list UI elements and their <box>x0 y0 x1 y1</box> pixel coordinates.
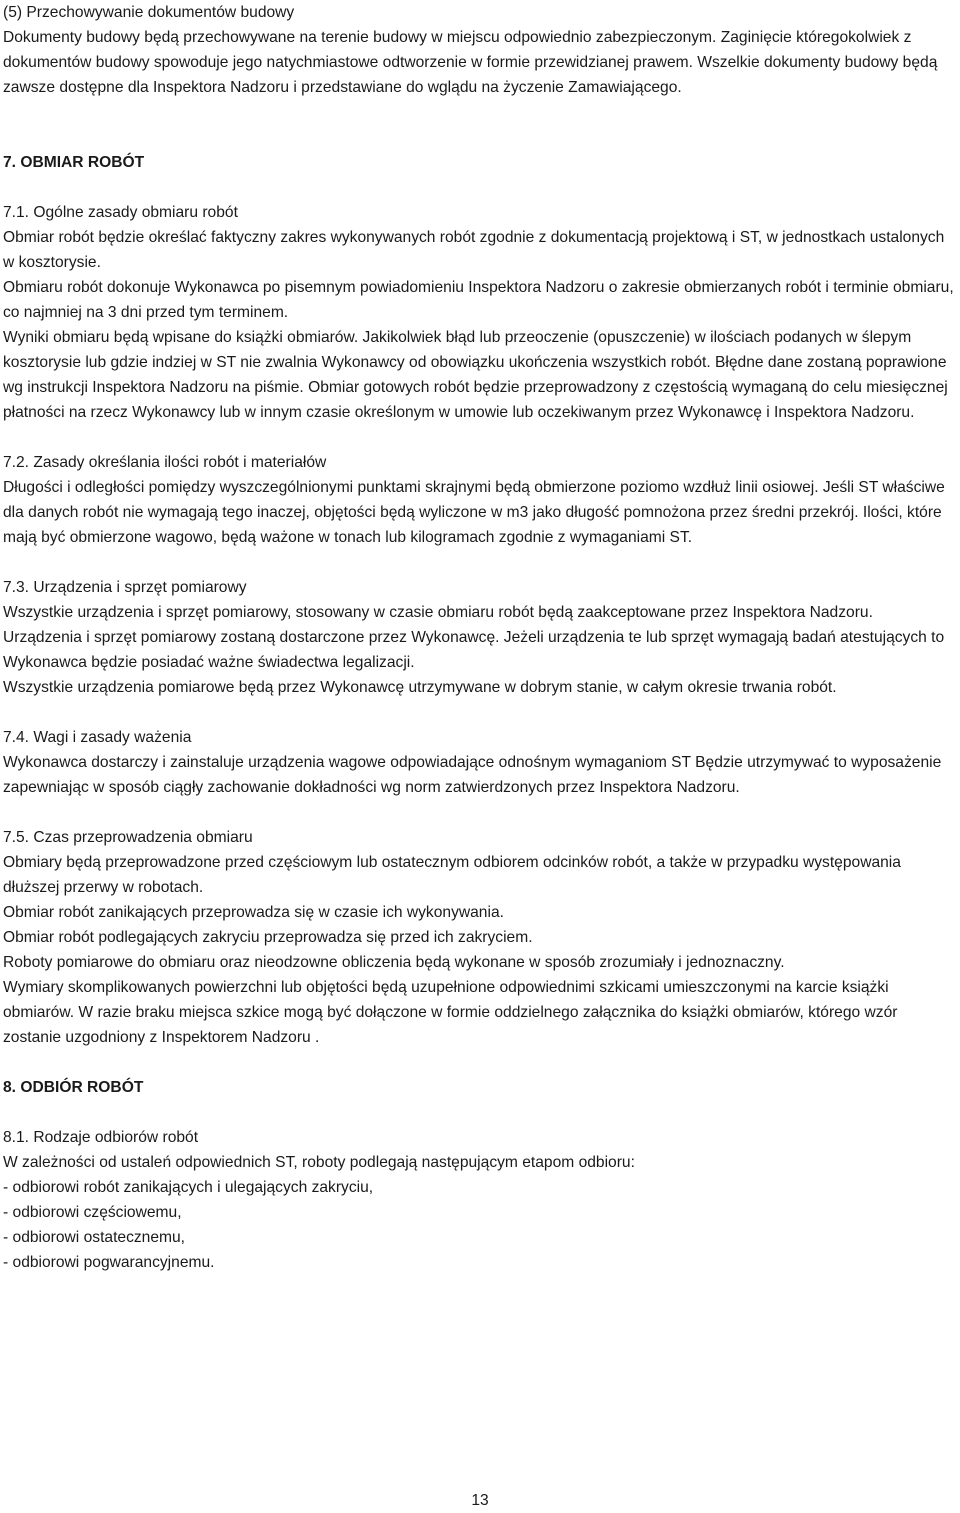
section-7-1-paragraph: Wyniki obmiaru będą wpisane do książki obmiarów. Jakikolwiek błąd lub przeoczenie (opuszczenie) w ilościach podanych w ślepym kosztorysie lub gdzie indziej w ST nie zwalnia Wykonawcy od obowiązku ukończenia wszystkich robót. Błędne dane zostaną poprawione wg instrukcji Inspektora Nadzoru na piśmie. Obmiar gotowych robót będzie przeprowadzony z częstością wymaganą do celu miesięcznej płatności na rzecz Wykonawcy lub w innym czasie określonym w umowie lub oczekiwanym przez Wykonawcę i Inspektora Nadzoru. <box>3 329 948 421</box>
section-8-1-intro: W zależności od ustaleń odpowiednich ST, roboty podlegają następującym etapom odbioru: <box>3 1154 635 1171</box>
section-7-heading: 7. OBMIAR ROBÓT <box>3 154 145 171</box>
list-item: - odbiorowi częściowemu, <box>3 1204 182 1221</box>
section-7-3-paragraph: Urządzenia i sprzęt pomiarowy zostaną dostarczone przez Wykonawcę. Jeżeli urządzenia te lub sprzęt wymagają badań atestujących to Wykonawca będzie posiadać ważne świadectwa legalizacji. <box>3 629 945 671</box>
section-5-title: (5) Przechowywanie dokumentów budowy <box>3 4 295 21</box>
section-7-2-paragraph: Długości i odległości pomiędzy wyszczególnionymi punktami skrajnymi będą obmierzone poziomo wzdłuż linii osiowej. Jeśli ST właściwe dla danych robót nie wymagają tego inaczej, objętości będą wyliczone w m3 jako długość pomnożona przez średni przekrój. Ilości, które mają być obmierzone wagowo, będą ważone w tonach lub kilogramach zgodnie z wymaganiami ST. <box>3 479 945 546</box>
section-7-3-title: 7.3. Urządzenia i sprzęt pomiarowy <box>3 579 247 596</box>
section-8-heading: 8. ODBIÓR ROBÓT <box>3 1079 144 1096</box>
list-item: - odbiorowi robót zanikających i ulegających zakryciu, <box>3 1179 374 1196</box>
section-7-1-title: 7.1. Ogólne zasady obmiaru robót <box>3 204 238 221</box>
section-7-5-title: 7.5. Czas przeprowadzenia obmiaru <box>3 829 253 846</box>
section-7-5-paragraph: Obmiary będą przeprowadzone przed częściowym lub ostatecznym odbiorem odcinków robót, a także w przypadku występowania dłuższej przerwy w robotach. <box>3 854 901 896</box>
section-7-4-title: 7.4. Wagi i zasady ważenia <box>3 729 192 746</box>
section-5-text: Dokumenty budowy będą przechowywane na terenie budowy w miejscu odpowiednio zabezpieczonym. Zaginięcie któregokolwiek z dokumentów budowy spowoduje jego natychmiastowe odtworzenie w formie przewidzianej prawem. Wszelkie dokumenty budowy będą zawsze dostępne dla Inspektora Nadzoru i przedstawiane do wglądu na życzenie Zamawiającego. <box>3 29 938 96</box>
section-7-5-paragraph: Obmiar robót zanikających przeprowadza się w czasie ich wykonywania. <box>3 904 504 921</box>
document-page <box>3 0 958 1275</box>
section-8-1-title: 8.1. Rodzaje odbiorów robót <box>3 1129 199 1146</box>
section-7-2-title: 7.2. Zasady określania ilości robót i materiałów <box>3 454 327 471</box>
list-item: - odbiorowi ostatecznemu, <box>3 1229 186 1246</box>
section-7-3-paragraph: Wszystkie urządzenia i sprzęt pomiarowy, stosowany w czasie obmiaru robót będą zaakceptowane przez Inspektora Nadzoru. <box>3 604 873 621</box>
section-7-1-paragraph: Obmiaru robót dokonuje Wykonawca po pisemnym powiadomieniu Inspektora Nadzoru o zakresie obmierzanych robót i terminie obmiaru, co najmniej na 3 dni przed tym terminem. <box>3 279 954 321</box>
section-7-5-paragraph: Roboty pomiarowe do obmiaru oraz nieodzowne obliczenia będą wykonane w sposób zrozumiały i jednoznaczny. <box>3 954 785 971</box>
list-item: - odbiorowi pogwarancyjnemu. <box>3 1254 215 1271</box>
section-7-1-paragraph: Obmiar robót będzie określać faktyczny zakres wykonywanych robót zgodnie z dokumentacją projektową i ST, w jednostkach ustalonych w kosztorysie. <box>3 229 945 271</box>
section-7-4-paragraph: Wykonawca dostarczy i zainstaluje urządzenia wagowe odpowiadające odnośnym wymaganiom ST Będzie utrzymywać to wyposażenie zapewniając w sposób ciągły zachowanie dokładności wg norm zatwierdzonych przez Inspektora Nadzoru. <box>3 754 942 796</box>
section-7-5-paragraph: Wymiary skomplikowanych powierzchni lub objętości będą uzupełnione odpowiednimi szkicami umieszczonymi na karcie książki obmiarów. W razie braku miejsca szkice mogą być dołączone w formie oddzielnego załącznika do książki obmiarów, którego wzór zostanie uzgodniony z Inspektorem Nadzoru . <box>3 979 898 1046</box>
section-7-5-paragraph: Obmiar robót podlegających zakryciu przeprowadza się przed ich zakryciem. <box>3 929 533 946</box>
section-7-3-paragraph: Wszystkie urządzenia pomiarowe będą przez Wykonawcę utrzymywane w dobrym stanie, w całym okresie trwania robót. <box>3 679 837 696</box>
page-number: 13 <box>471 1492 489 1509</box>
